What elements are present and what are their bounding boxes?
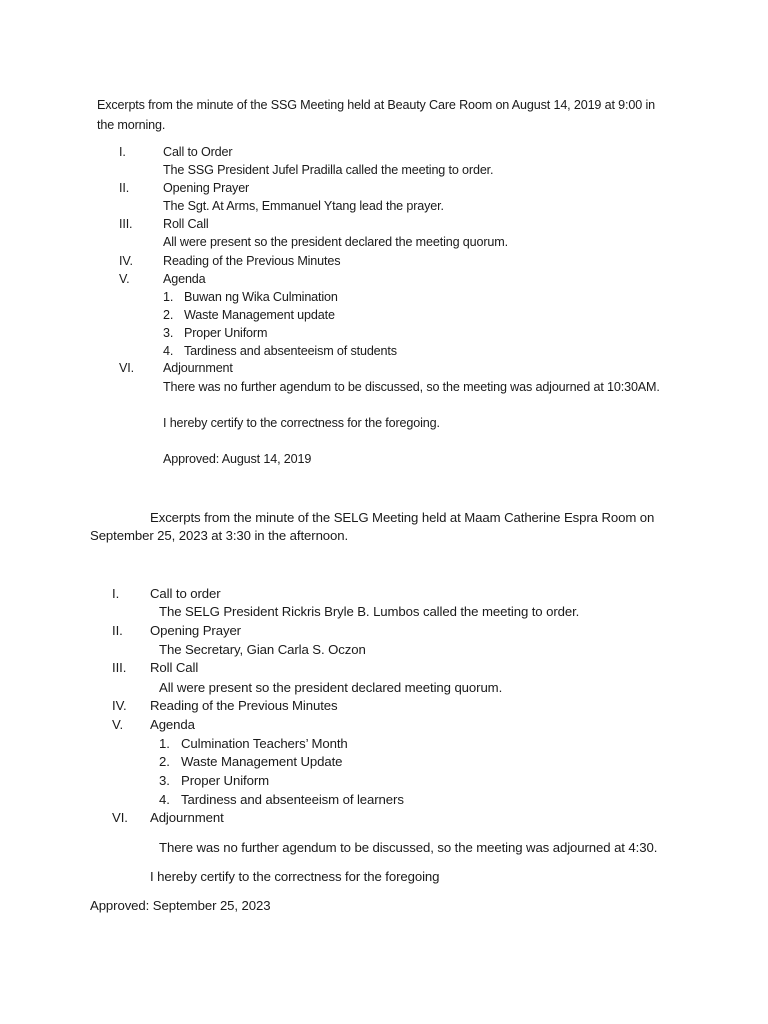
item-numeral: V. bbox=[119, 272, 130, 286]
agenda-number: 4. bbox=[159, 792, 170, 807]
agenda-item: Waste Management Update bbox=[181, 754, 343, 769]
item-detail: All were present so the president declared the meeting quorum. bbox=[163, 235, 508, 249]
item-numeral: IV. bbox=[119, 254, 133, 268]
item-title: Reading of the Previous Minutes bbox=[163, 254, 341, 268]
agenda-number: 3. bbox=[163, 326, 174, 340]
item-numeral: VI. bbox=[112, 810, 128, 825]
agenda-number: 3. bbox=[159, 773, 170, 788]
minutes-1-intro-line-1: Excerpts from the minute of the SSG Meeting held at Beauty Care Room on August 14, 2019 at 9:00 in bbox=[97, 98, 655, 112]
item-numeral: I. bbox=[112, 586, 120, 601]
item-detail: There was no further agendum to be discussed, so the meeting was adjourned at 10:30AM. bbox=[163, 380, 660, 394]
agenda-item: Waste Management update bbox=[184, 308, 335, 322]
item-numeral: III. bbox=[112, 660, 127, 675]
item-title: Opening Prayer bbox=[163, 181, 250, 195]
agenda-number: 4. bbox=[163, 344, 174, 358]
item-detail: All were present so the president declared meeting quorum. bbox=[159, 680, 503, 695]
item-numeral: VI. bbox=[119, 361, 134, 375]
item-numeral: I. bbox=[119, 145, 126, 159]
item-numeral: V. bbox=[112, 717, 124, 732]
item-numeral: III. bbox=[119, 217, 133, 231]
item-title: Agenda bbox=[150, 717, 195, 732]
item-numeral: II. bbox=[112, 623, 123, 638]
agenda-item: Proper Uniform bbox=[181, 773, 270, 788]
approved-line: Approved: August 14, 2019 bbox=[163, 452, 312, 466]
item-title: Agenda bbox=[163, 272, 206, 286]
agenda-number: 1. bbox=[159, 736, 170, 751]
agenda-number: 2. bbox=[163, 308, 174, 322]
minutes-1-intro-line-2: the morning. bbox=[97, 118, 166, 132]
item-detail: The Secretary, Gian Carla S. Oczon bbox=[159, 642, 366, 657]
item-numeral: IV. bbox=[112, 698, 127, 713]
agenda-item: Culmination Teachers’ Month bbox=[181, 736, 348, 751]
item-title: Adjournment bbox=[150, 810, 224, 825]
certification-statement: I hereby certify to the correctness for the foregoing bbox=[150, 869, 440, 884]
minutes-2-intro-line-2: September 25, 2023 at 3:30 in the afternoon. bbox=[90, 528, 349, 543]
certification-statement: I hereby certify to the correctness for the foregoing. bbox=[163, 416, 440, 430]
item-title: Roll Call bbox=[150, 660, 199, 675]
item-numeral: II. bbox=[119, 181, 130, 195]
agenda-item: Tardiness and absenteeism of students bbox=[184, 344, 397, 358]
agenda-item: Buwan ng Wika Culmination bbox=[184, 290, 338, 304]
item-detail: There was no further agendum to be discussed, so the meeting was adjourned at 4:30. bbox=[159, 840, 658, 855]
item-detail: The Sgt. At Arms, Emmanuel Ytang lead the prayer. bbox=[163, 199, 444, 213]
agenda-number: 1. bbox=[163, 290, 174, 304]
item-title: Reading of the Previous Minutes bbox=[150, 698, 338, 713]
item-detail: The SSG President Jufel Pradilla called the meeting to order. bbox=[163, 163, 494, 177]
minutes-2-intro-line-1: Excerpts from the minute of the SELG Meeting held at Maam Catherine Espra Room on bbox=[150, 510, 655, 525]
item-title: Call to order bbox=[150, 586, 221, 601]
item-title: Adjournment bbox=[163, 361, 233, 375]
item-title: Call to Order bbox=[163, 145, 233, 159]
agenda-number: 2. bbox=[159, 754, 170, 769]
approved-line: Approved: September 25, 2023 bbox=[90, 898, 271, 913]
item-detail: The SELG President Rickris Bryle B. Lumbos called the meeting to order. bbox=[159, 604, 580, 619]
item-title: Roll Call bbox=[163, 217, 209, 231]
item-title: Opening Prayer bbox=[150, 623, 241, 638]
agenda-item: Proper Uniform bbox=[184, 326, 268, 340]
agenda-item: Tardiness and absenteeism of learners bbox=[181, 792, 404, 807]
